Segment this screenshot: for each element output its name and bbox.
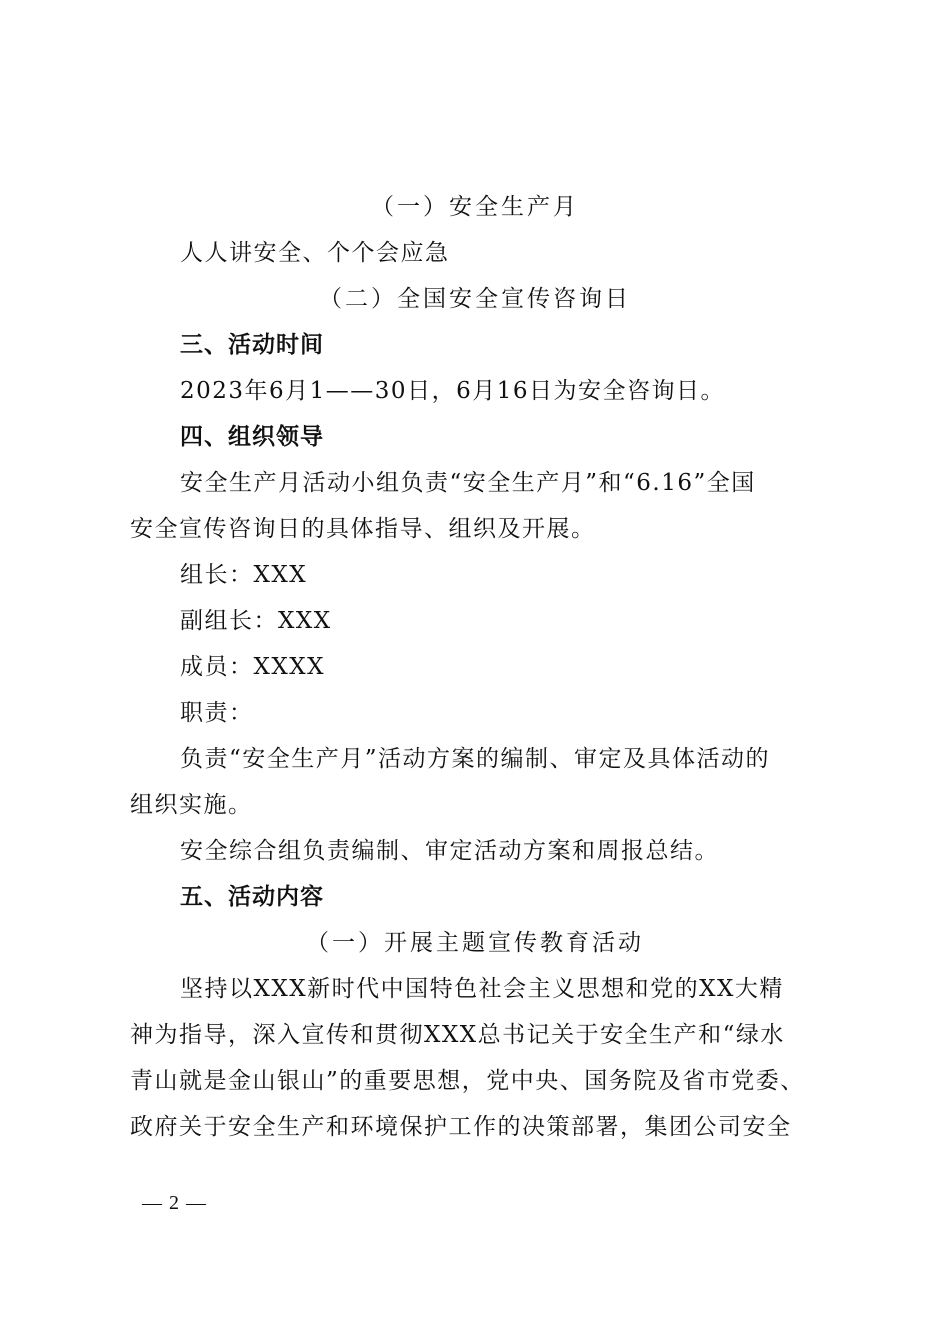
org-paragraph-line-1: 安全生产月活动小组负责“安全生产月”和“6.16”全国 [180, 470, 756, 496]
page-number: — 2 — [142, 1192, 207, 1214]
content-paragraph-line-3: 青山就是金山银山”的重要思想，党中央、国务院及省市党委、 [130, 1068, 805, 1094]
leader-text: 组长：XXX [180, 562, 308, 588]
heading-activity-time: 三、活动时间 [180, 332, 324, 358]
deputy-leader-text: 副组长：XXX [180, 608, 332, 634]
slogan-text: 人人讲安全、个个会应急 [180, 240, 450, 266]
duty-label: 职责： [180, 700, 254, 726]
subheading-publicity-education: （一）开展主题宣传教育活动 [306, 930, 644, 956]
members-text: 成员：XXXX [180, 654, 325, 680]
subheading-safety-month: （一）安全生产月 [371, 194, 579, 220]
content-paragraph-line-1: 坚持以XXX新时代中国特色社会主义思想和党的XX大精 [180, 976, 784, 1002]
subheading-consultation-day: （二）全国安全宣传咨询日 [319, 286, 631, 312]
activity-time-text: 2023年6月1——30日，6月16日为安全咨询日。 [180, 378, 725, 404]
content-paragraph-line-4: 政府关于安全生产和环境保护工作的决策部署，集团公司安全 [130, 1114, 792, 1140]
heading-activity-content: 五、活动内容 [180, 884, 324, 910]
heading-organization: 四、组织领导 [180, 424, 324, 450]
content-paragraph-line-2: 神为指导，深入宣传和贯彻XXX总书记关于安全生产和“绿水 [130, 1022, 785, 1048]
duty-paragraph-2: 安全综合组负责编制、审定活动方案和周报总结。 [180, 838, 719, 864]
duty-paragraph-line-1: 负责“安全生产月”活动方案的编制、审定及具体活动的 [180, 746, 771, 772]
duty-paragraph-line-2: 组织实施。 [130, 792, 253, 818]
org-paragraph-line-2: 安全宣传咨询日的具体指导、组织及开展。 [130, 516, 596, 542]
